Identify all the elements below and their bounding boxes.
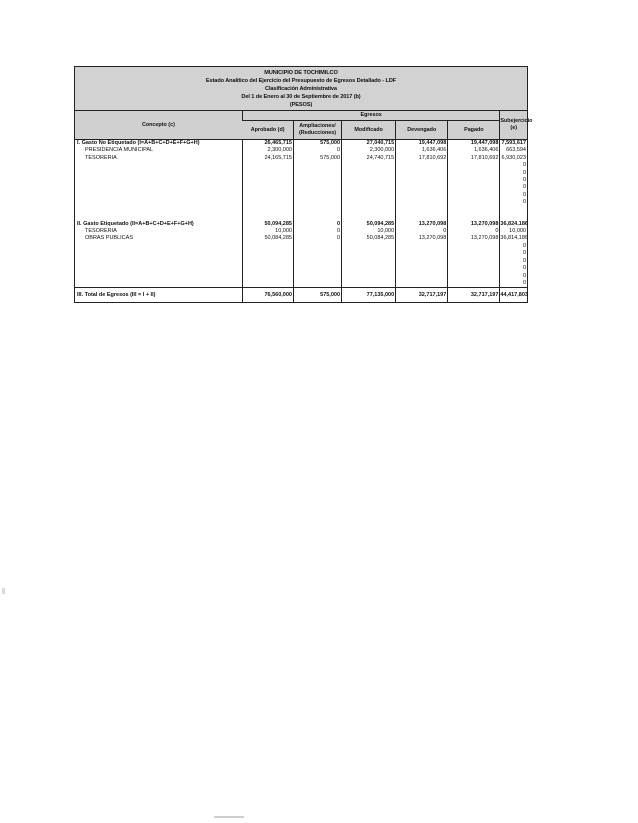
cell-ampliaciones	[293, 192, 341, 199]
cell-pagado	[448, 199, 500, 206]
cell-modificado	[342, 170, 396, 177]
table-row	[75, 235, 527, 242]
table-row	[75, 228, 527, 235]
cell-modificado: 2,300,000	[342, 147, 396, 154]
cell-devengado	[396, 199, 448, 206]
spacer-cell	[500, 214, 527, 221]
cell-devengado: 19,447,098	[396, 140, 448, 148]
cell-aprobado: 26,465,715	[242, 140, 293, 148]
spacer-row	[75, 207, 527, 214]
municipality-name: MUNICIPIO DE TOCHIMILCO	[264, 70, 338, 76]
col-header-aprobado: Aprobado (d)	[242, 121, 293, 140]
table-row	[75, 280, 527, 288]
cell-ampliaciones	[293, 162, 341, 169]
cell-devengado	[396, 184, 448, 191]
table-row	[75, 177, 527, 184]
table-row	[75, 192, 527, 199]
cell-devengado: 32,717,197	[396, 288, 448, 303]
cell-modificado	[342, 280, 396, 288]
cell-ampliaciones	[293, 243, 341, 250]
cell-subejercicio: 0	[500, 258, 527, 265]
cell-modificado	[342, 162, 396, 169]
row-concept	[75, 177, 242, 184]
table-row	[75, 155, 527, 162]
row-concept	[75, 265, 242, 272]
spacer-cell	[293, 214, 341, 221]
table-row	[75, 273, 527, 280]
row-concept	[75, 184, 242, 191]
section-title-row	[75, 221, 527, 228]
cell-ampliaciones: 575,000	[293, 155, 341, 162]
spacer-cell	[448, 214, 500, 221]
table-row	[75, 184, 527, 191]
cell-aprobado: 50,084,285	[242, 235, 293, 242]
cell-ampliaciones: 575,000	[293, 140, 341, 148]
cell-subejercicio: 36,814,186	[500, 235, 528, 242]
cell-devengado	[396, 258, 448, 265]
col-header-pagado: Pagado	[448, 121, 500, 140]
cell-pagado: 1,636,406	[448, 147, 500, 154]
cell-modificado	[342, 258, 396, 265]
cell-devengado	[396, 170, 448, 177]
cell-aprobado	[242, 265, 293, 272]
cell-devengado	[396, 280, 448, 288]
row-concept	[75, 162, 242, 169]
cell-devengado: 1,636,406	[396, 147, 448, 154]
cell-devengado: 17,810,692	[396, 155, 448, 162]
cell-subejercicio: 0	[500, 265, 527, 272]
cell-ampliaciones	[293, 170, 341, 177]
cell-devengado: 13,270,098	[396, 235, 448, 242]
cell-ampliaciones	[293, 258, 341, 265]
spacer-cell	[342, 207, 396, 214]
cell-subejercicio: 44,417,803	[500, 288, 527, 303]
spacer-cell	[448, 207, 500, 214]
row-concept	[75, 192, 242, 199]
section-title-row	[75, 140, 527, 148]
cell-aprobado: 10,000	[242, 228, 293, 235]
cell-modificado: 10,000	[342, 228, 396, 235]
cell-aprobado	[242, 192, 293, 199]
row-concept	[75, 199, 242, 206]
col-header-devengado: Devengado	[396, 121, 448, 140]
spacer-cell	[242, 214, 293, 221]
table-row	[75, 170, 527, 177]
cell-pagado	[448, 250, 500, 257]
cell-devengado	[396, 265, 448, 272]
table-row	[75, 199, 527, 206]
spacer-cell	[293, 207, 341, 214]
table-body	[75, 140, 527, 303]
cell-ampliaciones	[293, 273, 341, 280]
row-concept: TESORERIA	[85, 228, 117, 235]
cell-modificado	[342, 273, 396, 280]
spacer-cell	[500, 207, 527, 214]
cell-pagado	[448, 258, 500, 265]
cell-ampliaciones	[293, 184, 341, 191]
col-header-ampliaciones: Ampliaciones/ (Reducciones)	[293, 121, 341, 140]
table-row	[75, 265, 527, 272]
cell-modificado	[342, 184, 396, 191]
cell-devengado: 13,270,098	[396, 221, 448, 228]
cell-pagado	[448, 170, 500, 177]
total-row	[75, 288, 527, 303]
table-row	[75, 250, 527, 257]
cell-pagado	[448, 265, 500, 272]
row-concept	[75, 258, 242, 265]
cell-aprobado	[242, 258, 293, 265]
table-row	[75, 258, 527, 265]
cell-aprobado: 50,094,285	[242, 221, 293, 228]
cell-subejercicio: 0	[500, 273, 527, 280]
cell-ampliaciones	[293, 265, 341, 272]
cell-devengado	[396, 273, 448, 280]
cell-pagado	[448, 280, 500, 288]
cell-aprobado	[242, 273, 293, 280]
cell-ampliaciones	[293, 199, 341, 206]
scan-edge-mark	[2, 588, 5, 594]
report-period: Del 1 de Enero al 30 de Septiembre de 2017 (b)	[241, 94, 361, 100]
row-concept	[75, 273, 242, 280]
currency-label: (PESOS)	[289, 102, 313, 108]
cell-ampliaciones: 0	[293, 235, 341, 242]
cell-modificado	[342, 265, 396, 272]
budget-table	[75, 111, 533, 302]
cell-pagado	[448, 184, 500, 191]
cell-ampliaciones: 0	[293, 221, 341, 228]
row-concept	[75, 170, 242, 177]
row-concept: III. Total de Egresos (III = I + II)	[75, 288, 242, 303]
cell-subejercicio: 7,593,617	[501, 140, 526, 146]
spacer-cell	[75, 214, 242, 221]
cell-ampliaciones	[293, 177, 341, 184]
cell-aprobado	[242, 170, 293, 177]
cell-modificado: 50,094,285	[342, 221, 396, 228]
footer-mark	[214, 816, 244, 818]
cell-ampliaciones	[293, 280, 341, 288]
cell-subejercicio: 0	[500, 199, 527, 206]
row-concept: TESORERIA	[85, 154, 117, 161]
cell-modificado: 24,740,715	[342, 155, 396, 162]
cell-modificado	[342, 250, 396, 257]
cell-aprobado: 2,300,000	[242, 147, 293, 154]
cell-subejercicio: 36,824,186	[500, 220, 528, 227]
cell-subejercicio: 0	[500, 184, 527, 191]
cell-modificado: 50,084,285	[342, 235, 396, 242]
cell-subejercicio: 0	[500, 243, 527, 250]
cell-devengado	[396, 162, 448, 169]
cell-subejercicio: 663,594	[500, 147, 527, 154]
table-row	[75, 162, 527, 169]
row-concept: II. Gasto Etiquetado (II=A+B+C+D+E+F+G+H)	[77, 220, 194, 227]
cell-subejercicio: 0	[500, 280, 527, 288]
spacer-row	[75, 214, 527, 221]
col-header-egresos: Egresos	[242, 111, 500, 121]
cell-aprobado	[242, 280, 293, 288]
col-header-subejercicio: Subejercicio (e)	[500, 111, 527, 140]
cell-modificado: 27,040,715	[342, 140, 396, 148]
cell-modificado: 77,135,000	[342, 288, 396, 303]
spacer-cell	[396, 207, 448, 214]
budget-report	[74, 66, 533, 303]
row-concept	[75, 250, 242, 257]
cell-modificado	[342, 199, 396, 206]
classification: Clasificación Administrativa	[265, 86, 337, 92]
row-concept: I. Gasto No Etiquetado (I=A+B+C+D+E+F+G+H)	[77, 140, 200, 146]
cell-pagado	[448, 192, 500, 199]
cell-ampliaciones	[293, 250, 341, 257]
cell-ampliaciones: 0	[293, 228, 341, 235]
cell-ampliaciones: 575,000	[293, 288, 341, 303]
cell-modificado	[342, 177, 396, 184]
cell-pagado	[448, 162, 500, 169]
cell-subejercicio: 0	[500, 192, 527, 199]
row-concept: OBRAS PUBLICAS	[85, 235, 133, 242]
cell-modificado	[342, 243, 396, 250]
cell-pagado	[448, 273, 500, 280]
table-row	[75, 147, 527, 154]
cell-subejercicio: 6,930,023	[501, 154, 526, 161]
cell-aprobado: 24,165,715	[242, 155, 293, 162]
cell-devengado	[396, 192, 448, 199]
row-concept	[75, 280, 242, 288]
cell-subejercicio: 0	[500, 170, 527, 177]
cell-pagado: 13,270,098	[448, 235, 500, 242]
cell-devengado	[396, 177, 448, 184]
row-concept	[75, 243, 242, 250]
cell-pagado: 0	[448, 228, 500, 235]
row-concept: PRESIDENCIA MUNICIPAL	[85, 147, 154, 154]
cell-pagado: 19,447,098	[448, 140, 500, 148]
cell-devengado: 0	[396, 228, 448, 235]
spacer-cell	[342, 214, 396, 221]
cell-aprobado	[242, 199, 293, 206]
cell-aprobado	[242, 243, 293, 250]
cell-aprobado	[242, 162, 293, 169]
report-header	[75, 67, 527, 111]
table-row	[75, 243, 527, 250]
cell-devengado	[396, 250, 448, 257]
cell-subejercicio: 0	[500, 250, 527, 257]
cell-devengado	[396, 243, 448, 250]
cell-aprobado	[242, 177, 293, 184]
col-header-concept: Concepto (c)	[75, 111, 242, 140]
report-title: Estado Analítico del Ejercicio del Presupuesto de Egresos Detallado - LDF	[205, 78, 397, 84]
cell-pagado	[448, 177, 500, 184]
spacer-cell	[396, 214, 448, 221]
cell-ampliaciones: 0	[293, 147, 341, 154]
cell-subejercicio: 10,000	[500, 228, 527, 235]
cell-aprobado	[242, 250, 293, 257]
cell-pagado	[448, 243, 500, 250]
cell-subejercicio: 0	[500, 162, 527, 169]
spacer-cell	[75, 207, 242, 214]
cell-aprobado: 76,560,000	[242, 288, 293, 303]
spacer-cell	[242, 207, 293, 214]
cell-aprobado	[242, 184, 293, 191]
cell-pagado: 13,270,098	[448, 221, 500, 228]
cell-subejercicio: 0	[500, 177, 527, 184]
cell-modificado	[342, 192, 396, 199]
cell-pagado: 32,717,197	[448, 288, 500, 303]
col-header-modificado: Modificado	[342, 121, 396, 140]
cell-pagado: 17,810,692	[448, 155, 500, 162]
